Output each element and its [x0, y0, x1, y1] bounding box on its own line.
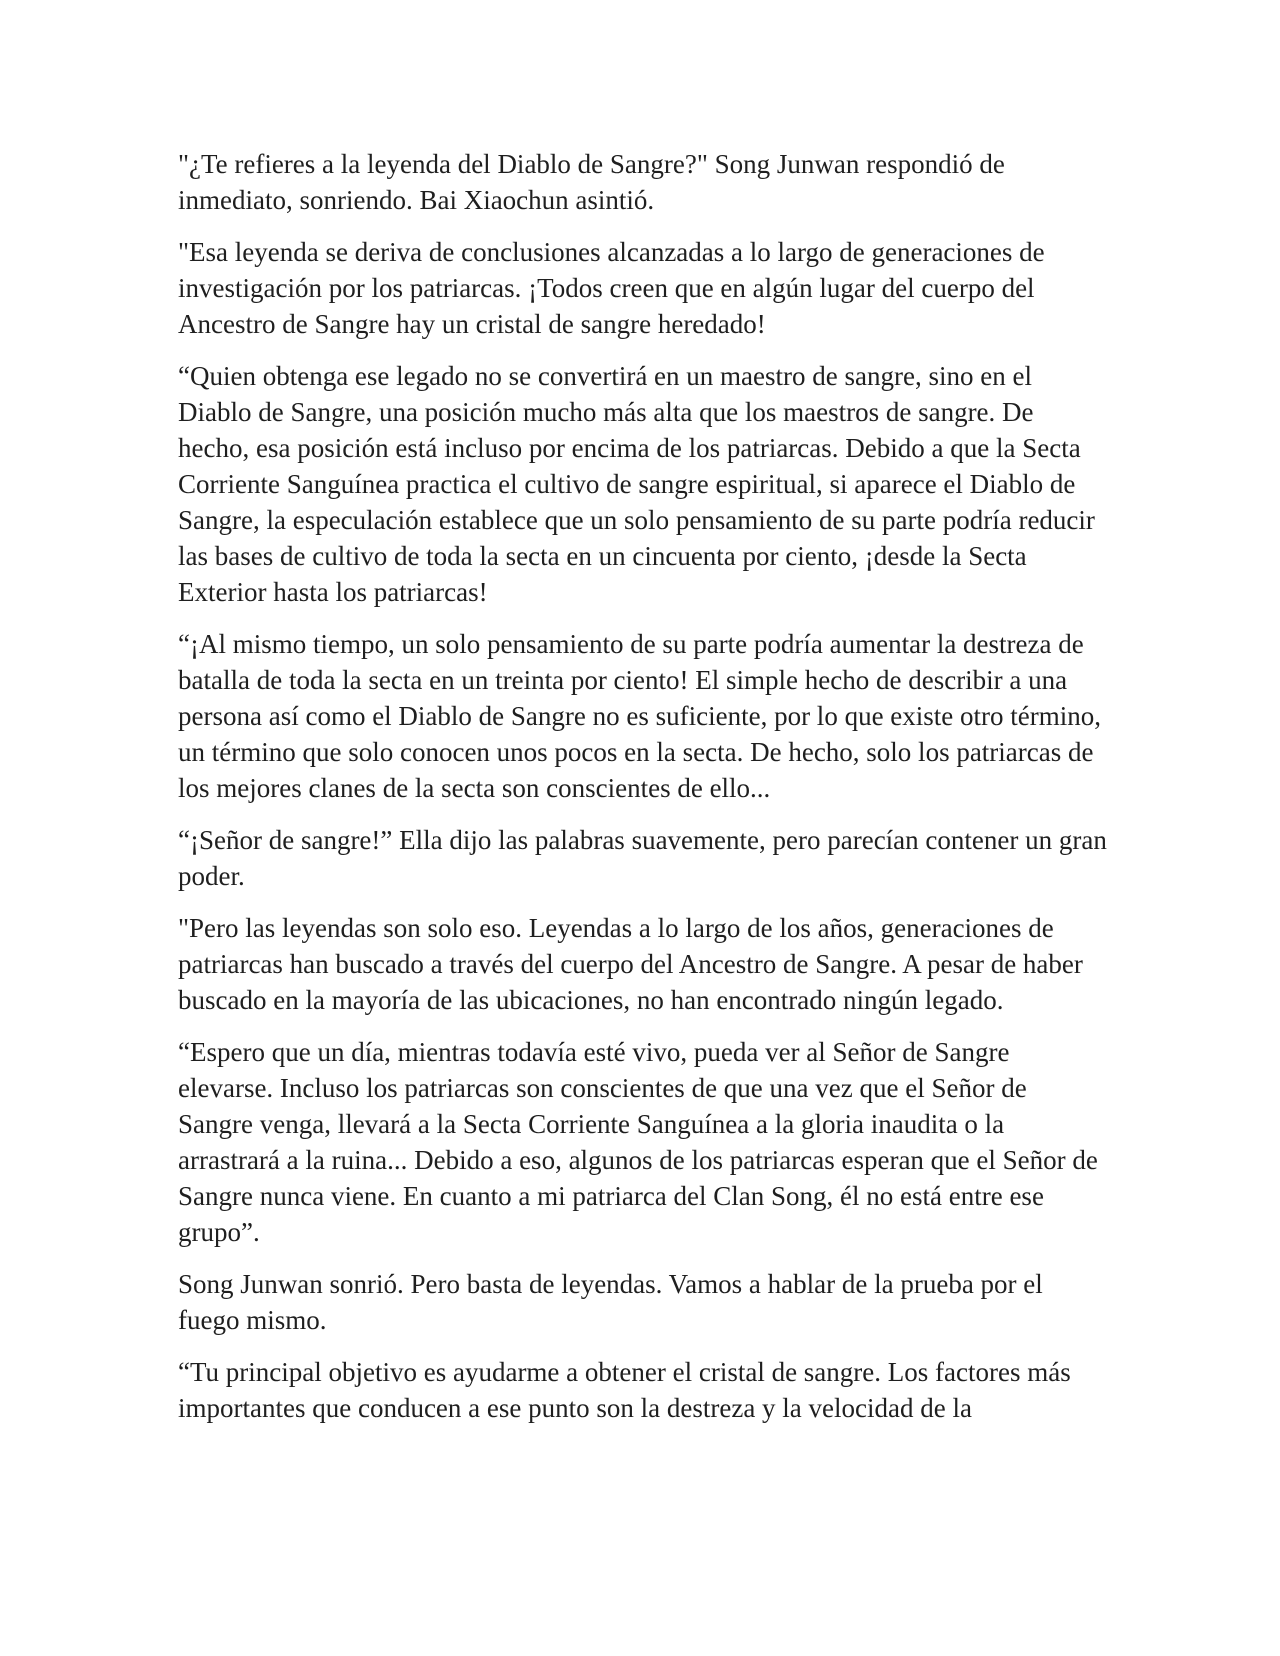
paragraph-3: “Quien obtenga ese legado no se convertirá en un maestro de sangre, sino en el Diablo de Sangre, una posición mucho más alta que los maestros de sangre. De hecho, esa posición está incluso por encima de los patriarcas. Debido a que la Secta Corriente Sanguínea practica el cultivo de sangre espiritual, si aparece el Diablo de Sangre, la especulación establece que un solo pensamiento de su parte podría reducir las bases de cultivo de toda la secta en un cincuenta por ciento, ¡desde la Secta Exterior hasta los patriarcas! [178, 361, 1095, 607]
paragraph-4: “¡Al mismo tiempo, un solo pensamiento de su parte podría aumentar la destreza de batalla de toda la secta en un treinta por ciento! El simple hecho de describir a una persona así como el Diablo de Sangre no es suficiente, por lo que existe otro término, un término que solo conocen unos pocos en la secta. De hecho, solo los patriarcas de los mejores clanes de la secta son conscientes de ello... [178, 629, 1101, 803]
paragraph-5: “¡Señor de sangre!” Ella dijo las palabras suavemente, pero parecían contener un gran poder. [178, 825, 1107, 891]
document-body [178, 146, 1108, 1442]
paragraph-7: “Espero que un día, mientras todavía esté vivo, pueda ver al Señor de Sangre elevarse. Incluso los patriarcas son conscientes de que una vez que el Señor de Sangre venga, llevará a la Secta Corriente Sanguínea a la gloria inaudita o la arrastrará a la ruina... Debido a eso, algunos de los patriarcas esperan que el Señor de Sangre nunca viene. En cuanto a mi patriarca del Clan Song, él no está entre ese grupo”. [178, 1037, 1098, 1247]
paragraph-2: "Esa leyenda se deriva de conclusiones alcanzadas a lo largo de generaciones de investigación por los patriarcas. ¡Todos creen que en algún lugar del cuerpo del Ancestro de Sangre hay un cristal de sangre heredado! [178, 237, 1045, 339]
paragraph-1: "¿Te refieres a la leyenda del Diablo de Sangre?" Song Junwan respondió de inmediato, sonriendo. Bai Xiaochun asintió. [178, 149, 1005, 215]
paragraph-9: “Tu principal objetivo es ayudarme a obtener el cristal de sangre. Los factores más importantes que conducen a ese punto son la destreza y la velocidad de la [178, 1357, 1071, 1423]
paragraph-8: Song Junwan sonrió. Pero basta de leyendas. Vamos a hablar de la prueba por el fuego mismo. [178, 1269, 1043, 1335]
paragraph-6: "Pero las leyendas son solo eso. Leyendas a lo largo de los años, generaciones de patriarcas han buscado a través del cuerpo del Ancestro de Sangre. A pesar de haber buscado en la mayoría de las ubicaciones, no han encontrado ningún legado. [178, 913, 1083, 1015]
